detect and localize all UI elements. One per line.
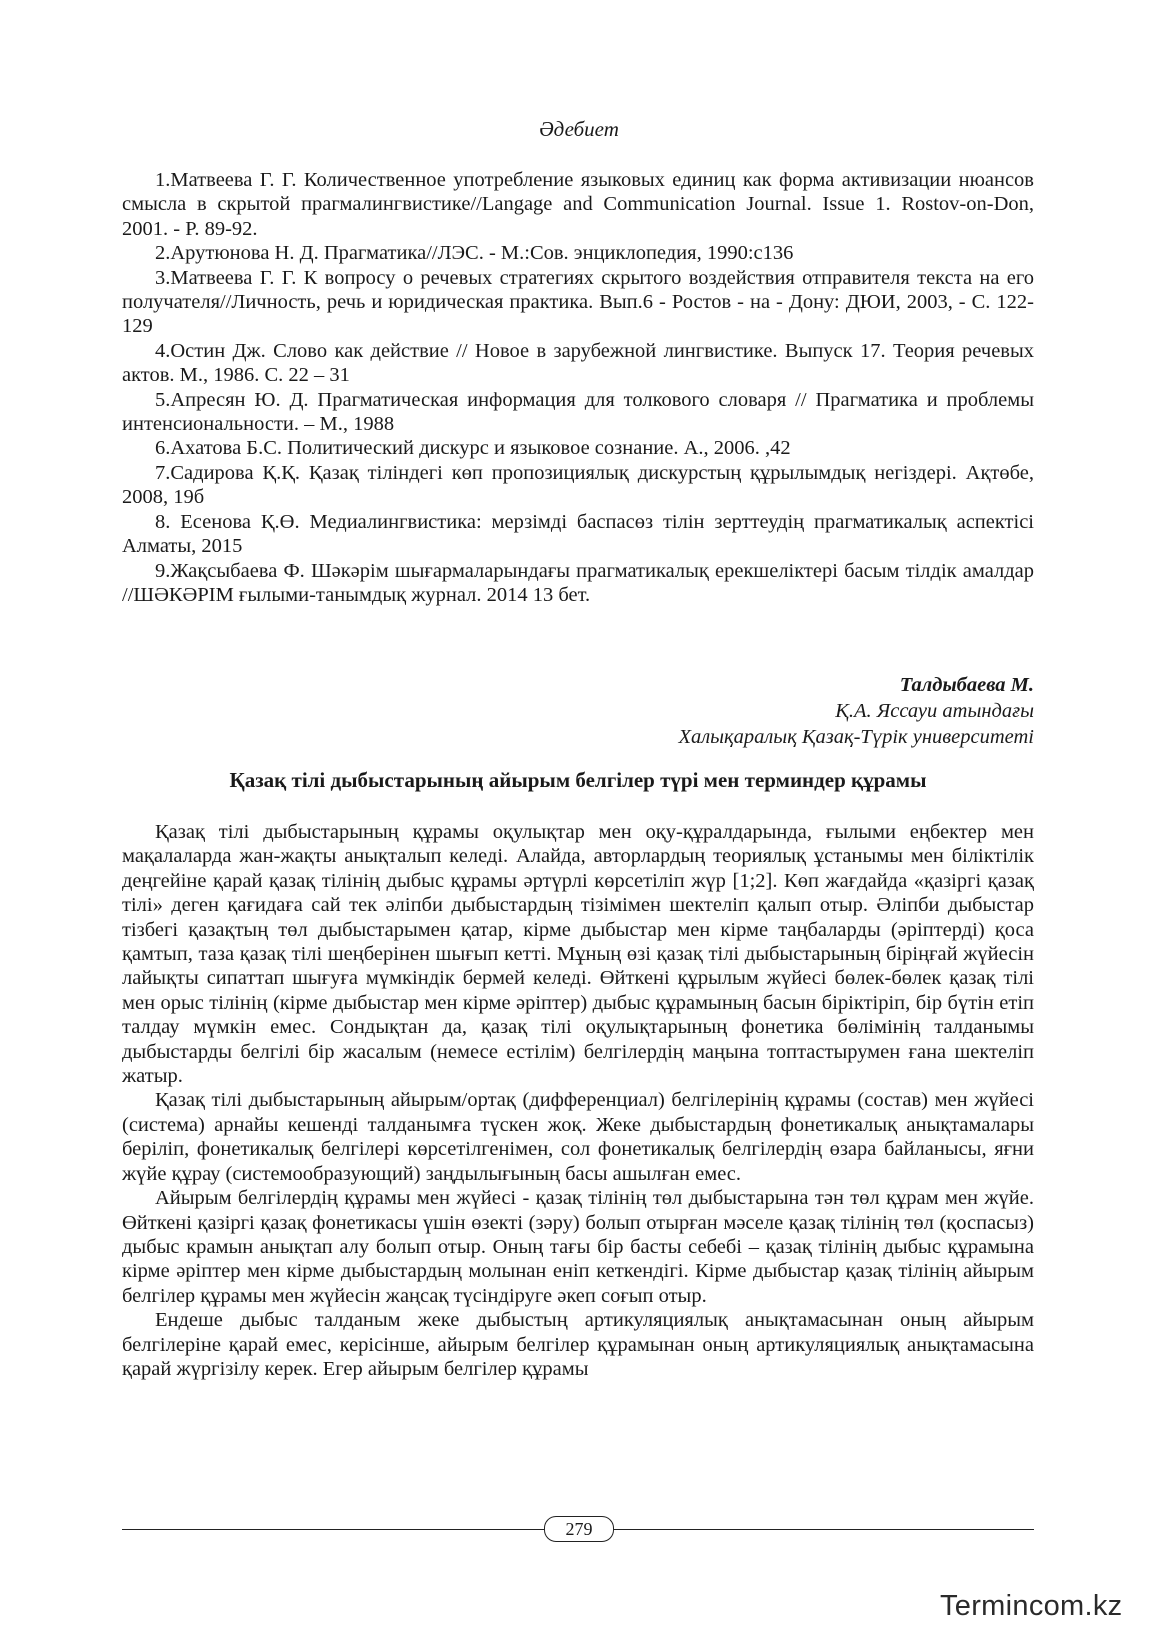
reference-item: 3.Матвеева Г. Г. К вопросу о речевых стратегиях скрытого воздействия отправителя текста на его получателя//Личность, речь и юридическая практика. Вып.6 - Ростов - на - Дону: ДЮИ, 2003, - С. 122-129 [122,266,1034,338]
reference-item: 5.Апресян Ю. Д. Прагматическая информация для толкового словаря // Прагматика и проблемы интенсиональности. – М., 1988 [122,388,1034,436]
page-number: 279 [544,1516,614,1542]
author-block [334,672,1034,750]
author-name: Талдыбаева М. [899,674,1034,696]
watermark-logo [940,1588,1140,1628]
body-paragraph: Қазақ тілі дыбыстарының айырым/ортақ (дифференциал) белгілерінің құрамы (состав) мен жүйесі (система) арнайы кешенді талданымға түскен жоқ. Жеке дыбыстардың фонетикалық анықтамалары беріліп, фонетикалық белгілері көрсетілгенімен, сол фонетикалық белгілердің өзара байланысы, яғни жүйе құрау (системообразующий) заңдылығының басы ашылған емес. [122,1089,1034,1185]
body-paragraph: Қазақ тілі дыбыстарының құрамы оқулықтар мен оқу-құралдарында, ғылыми еңбектер мен мақалаларда жан-жақты анықталып келеді. Алайда, авторлардың теориялық ұстанымы мен біліктілік деңгейіне қарай қазақ тілінің дыбыс құрамы әртүрлі көрсетіліп жүр [1;2]. Көп жағдайда «қазіргі қазақ тілі» деген қағидаға сай тек әліпби дыбыстардың тізімімен шектеліп қалып отыр. Әліпби дыбыстар тізбегі қазақтың төл дыбыстарымен қатар, кірме дыбыстар мен кірме таңбаларды (әріптерді) қоса қамтып, таза қазақ тілі шеңберінен шығып кетті. Мұның өзі қазақ тілі дыбыстарының біріңғай жүйесін лайықты сипаттап шығуға мүмкіндік бермей келеді. Өйткені құрылым жүйесі бөлек-бөлек қазақ тілі мен орыс тілінің (кірме дыбыстар мен кірме әріптер) дыбыс құрамының басын біріктіріп, бір бүтін етіп талдау мүмкін емес. Сондықтан да, қазақ тілі оқулықтарының фонетика бөлімінің талданымы дыбыстарды белгілі бір жасалым (немесе естілім) белгілердің маңына топтастырумен ғана шектеліп жатыр. [122,821,1034,1088]
reference-item: 7.Садирова Қ.Қ. Қазақ тіліндегі көп пропозициялық дискурстың құрылымдық негіздері. Ақтөбе, 2008, 19б [122,461,1034,509]
references-list [122,168,1034,607]
references-heading: Әдебиет [539,117,619,141]
reference-item: 2.Арутюнова Н. Д. Прагматика//ЛЭС. - М.:Сов. энциклопедия, 1990:с136 [155,242,794,265]
article-title: Қазақ тілі дыбыстарының айырым белгілер түрі мен терминдер құрамы [229,768,927,792]
reference-item: 8. Есенова Қ.Ө. Медиалингвистика: мерзімді баспасөз тілін зерттеудің прагматикалық аспектісі Алматы, 2015 [122,510,1034,558]
article-body [122,820,1034,1381]
body-paragraph: Ендеше дыбыс талданым жеке дыбыстың артикуляциялық анықтамасынан оның айырым белгілеріне қарай емес, керісінше, айырым белгілер құрамынан оның артикуляциялық анықтамасына қарай жүргізілу керек. Егер айырым белгілер құрамы [122,1309,1034,1380]
reference-item: 6.Ахатова Б.С. Политический дискурс и языковое сознание. А., 2006. ,42 [155,437,791,460]
watermark-text: Termincom.kz [940,1590,1123,1622]
reference-item: 4.Остин Дж. Слово как действие // Новое в зарубежной лингвистике. Выпуск 17. Теория речевых актов. М., 1986. С. 22 – 31 [122,339,1034,387]
body-paragraph: Айырым белгілердің құрамы мен жүйесі - қазақ тілінің төл дыбыстарына тән төл құрам мен жүйе. Өйткені қазіргі қазақ фонетикасы үшін өзекті (зәру) болып отырған мәселе қазақ тілінің төл (қоспасыз) дыбыс крамын анықтап алу болып отыр. Оның тағы бір басты себебі – қазақ тілінің дыбыс құрамына кірме әріптер мен кірме дыбыстардың молынан еніп кеткендігі. Кірме дыбыстар қазақ тілінің айырым белгілер құрамы мен жүйесін жаңсақ түсіндіруге әкеп соғып отыр. [122,1187,1034,1307]
reference-item: 1.Матвеева Г. Г. Количественное употребление языковых единиц как форма активизации нюансов смысла в скрытой прагмалингвистике//Langage and Communication Journal. Issue 1. Rostov-on-Don, 2001. - P. 89-92. [122,169,1034,240]
reference-item: 9.Жақсыбаева Ф. Шәкәрім шығармаларындағы прагматикалық ерекшеліктері басым тілдік амалдар //ШӘКӘРІМ ғылыми-танымдық журнал. 2014 13 бет. [122,559,1034,606]
author-affiliation-line2: Халықаралық Қазақ-Түрік университеті [678,726,1034,748]
author-affiliation-line1: Қ.А. Яссауи атындағы [835,700,1034,722]
